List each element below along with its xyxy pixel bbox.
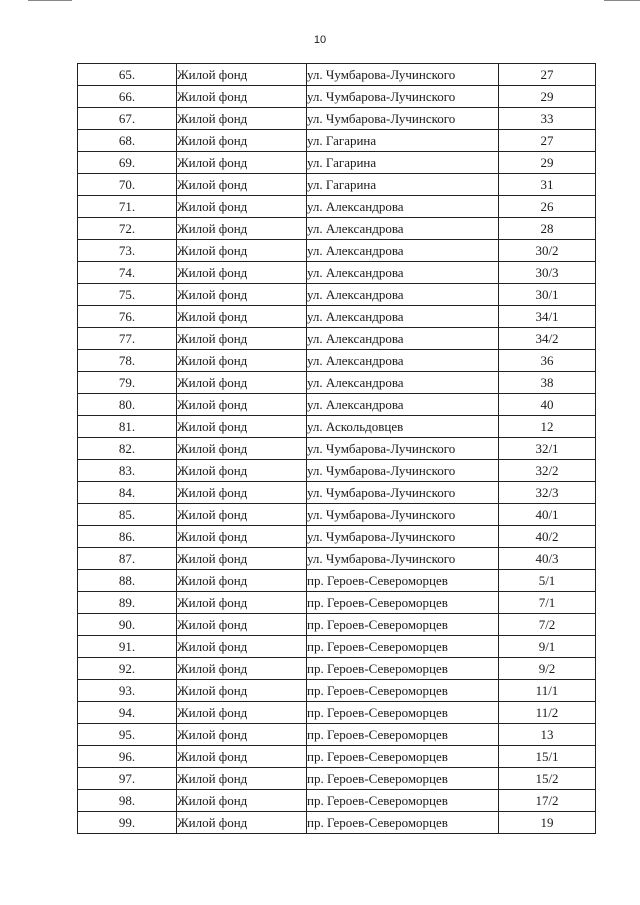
house-number-cell: 7/2: [499, 614, 596, 636]
object-type-cell: Жилой фонд: [177, 328, 307, 350]
row-number-cell: 72.: [78, 218, 177, 240]
street-cell: ул. Чумбарова-Лучинского: [307, 108, 499, 130]
object-type-cell: Жилой фонд: [177, 504, 307, 526]
street-cell: пр. Героев-Североморцев: [307, 658, 499, 680]
house-number-cell: 26: [499, 196, 596, 218]
table-row: [78, 108, 596, 130]
row-number-cell: 97.: [78, 768, 177, 790]
house-number-cell: 27: [499, 64, 596, 86]
row-number-cell: 70.: [78, 174, 177, 196]
table-row: [78, 86, 596, 108]
object-type-cell: Жилой фонд: [177, 768, 307, 790]
object-type-cell: Жилой фонд: [177, 680, 307, 702]
table-row: [78, 328, 596, 350]
object-type-cell: Жилой фонд: [177, 372, 307, 394]
street-cell: пр. Героев-Североморцев: [307, 812, 499, 834]
street-cell: ул. Гагарина: [307, 130, 499, 152]
row-number-cell: 92.: [78, 658, 177, 680]
object-type-cell: Жилой фонд: [177, 812, 307, 834]
street-cell: ул. Чумбарова-Лучинского: [307, 526, 499, 548]
row-number-cell: 98.: [78, 790, 177, 812]
house-number-cell: 15/2: [499, 768, 596, 790]
row-number-cell: 76.: [78, 306, 177, 328]
street-cell: пр. Героев-Североморцев: [307, 702, 499, 724]
street-cell: ул. Аскольдовцев: [307, 416, 499, 438]
table-row: [78, 548, 596, 570]
object-type-cell: Жилой фонд: [177, 394, 307, 416]
row-number-cell: 69.: [78, 152, 177, 174]
object-type-cell: Жилой фонд: [177, 152, 307, 174]
object-type-cell: Жилой фонд: [177, 460, 307, 482]
row-number-cell: 88.: [78, 570, 177, 592]
house-number-cell: 12: [499, 416, 596, 438]
house-number-cell: 38: [499, 372, 596, 394]
house-number-cell: 32/1: [499, 438, 596, 460]
street-cell: пр. Героев-Североморцев: [307, 570, 499, 592]
object-type-cell: Жилой фонд: [177, 174, 307, 196]
street-cell: ул. Александрова: [307, 306, 499, 328]
row-number-cell: 87.: [78, 548, 177, 570]
house-number-cell: 30/1: [499, 284, 596, 306]
object-type-cell: Жилой фонд: [177, 108, 307, 130]
house-number-cell: 30/2: [499, 240, 596, 262]
house-number-cell: 40: [499, 394, 596, 416]
table-row: [78, 218, 596, 240]
object-type-cell: Жилой фонд: [177, 416, 307, 438]
street-cell: ул. Александрова: [307, 284, 499, 306]
table-row: [78, 812, 596, 834]
house-number-cell: 27: [499, 130, 596, 152]
street-cell: ул. Чумбарова-Лучинского: [307, 460, 499, 482]
table-row: [78, 262, 596, 284]
object-type-cell: Жилой фонд: [177, 262, 307, 284]
house-number-cell: 40/2: [499, 526, 596, 548]
street-cell: ул. Гагарина: [307, 174, 499, 196]
row-number-cell: 91.: [78, 636, 177, 658]
street-cell: пр. Героев-Североморцев: [307, 768, 499, 790]
house-number-cell: 7/1: [499, 592, 596, 614]
table-row: [78, 174, 596, 196]
object-type-cell: Жилой фонд: [177, 482, 307, 504]
housing-stock-table: [77, 63, 596, 834]
object-type-cell: Жилой фонд: [177, 658, 307, 680]
row-number-cell: 99.: [78, 812, 177, 834]
row-number-cell: 71.: [78, 196, 177, 218]
object-type-cell: Жилой фонд: [177, 790, 307, 812]
object-type-cell: Жилой фонд: [177, 526, 307, 548]
row-number-cell: 93.: [78, 680, 177, 702]
row-number-cell: 82.: [78, 438, 177, 460]
object-type-cell: Жилой фонд: [177, 306, 307, 328]
table-row: [78, 130, 596, 152]
object-type-cell: Жилой фонд: [177, 614, 307, 636]
street-cell: ул. Александрова: [307, 218, 499, 240]
row-number-cell: 85.: [78, 504, 177, 526]
house-number-cell: 28: [499, 218, 596, 240]
object-type-cell: Жилой фонд: [177, 438, 307, 460]
row-number-cell: 96.: [78, 746, 177, 768]
table-row: [78, 636, 596, 658]
street-cell: ул. Александрова: [307, 240, 499, 262]
house-number-cell: 11/1: [499, 680, 596, 702]
house-number-cell: 15/1: [499, 746, 596, 768]
row-number-cell: 89.: [78, 592, 177, 614]
house-number-cell: 29: [499, 86, 596, 108]
table-row: [78, 724, 596, 746]
street-cell: ул. Чумбарова-Лучинского: [307, 548, 499, 570]
top-left-rule: [28, 0, 72, 1]
table-row: [78, 658, 596, 680]
row-number-cell: 81.: [78, 416, 177, 438]
street-cell: ул. Чумбарова-Лучинского: [307, 504, 499, 526]
table-row: [78, 350, 596, 372]
object-type-cell: Жилой фонд: [177, 636, 307, 658]
object-type-cell: Жилой фонд: [177, 702, 307, 724]
table-row: [78, 394, 596, 416]
row-number-cell: 95.: [78, 724, 177, 746]
object-type-cell: Жилой фонд: [177, 64, 307, 86]
house-number-cell: 36: [499, 350, 596, 372]
house-number-cell: 17/2: [499, 790, 596, 812]
row-number-cell: 75.: [78, 284, 177, 306]
table-row: [78, 152, 596, 174]
house-number-cell: 31: [499, 174, 596, 196]
table-row: [78, 592, 596, 614]
table-row: [78, 570, 596, 592]
house-number-cell: 40/3: [499, 548, 596, 570]
house-number-cell: 9/2: [499, 658, 596, 680]
object-type-cell: Жилой фонд: [177, 724, 307, 746]
object-type-cell: Жилой фонд: [177, 284, 307, 306]
street-cell: ул. Чумбарова-Лучинского: [307, 438, 499, 460]
table-row: [78, 416, 596, 438]
row-number-cell: 86.: [78, 526, 177, 548]
street-cell: пр. Героев-Североморцев: [307, 592, 499, 614]
table-row: [78, 768, 596, 790]
table-row: [78, 372, 596, 394]
table-row: [78, 526, 596, 548]
table-row: [78, 306, 596, 328]
street-cell: ул. Гагарина: [307, 152, 499, 174]
row-number-cell: 65.: [78, 64, 177, 86]
table-row: [78, 460, 596, 482]
top-right-rule: [604, 0, 640, 1]
row-number-cell: 78.: [78, 350, 177, 372]
object-type-cell: Жилой фонд: [177, 218, 307, 240]
house-number-cell: 40/1: [499, 504, 596, 526]
street-cell: пр. Героев-Североморцев: [307, 724, 499, 746]
table-row: [78, 680, 596, 702]
house-number-cell: 30/3: [499, 262, 596, 284]
table-row: [78, 196, 596, 218]
object-type-cell: Жилой фонд: [177, 350, 307, 372]
table-row: [78, 614, 596, 636]
table-body: [78, 64, 596, 834]
row-number-cell: 67.: [78, 108, 177, 130]
row-number-cell: 77.: [78, 328, 177, 350]
house-number-cell: 13: [499, 724, 596, 746]
house-number-cell: 33: [499, 108, 596, 130]
row-number-cell: 84.: [78, 482, 177, 504]
house-number-cell: 11/2: [499, 702, 596, 724]
house-number-cell: 34/1: [499, 306, 596, 328]
object-type-cell: Жилой фонд: [177, 746, 307, 768]
table-row: [78, 64, 596, 86]
object-type-cell: Жилой фонд: [177, 548, 307, 570]
street-cell: ул. Александрова: [307, 372, 499, 394]
object-type-cell: Жилой фонд: [177, 130, 307, 152]
table-row: [78, 482, 596, 504]
street-cell: ул. Александрова: [307, 262, 499, 284]
row-number-cell: 94.: [78, 702, 177, 724]
row-number-cell: 74.: [78, 262, 177, 284]
table-row: [78, 240, 596, 262]
street-cell: ул. Александрова: [307, 394, 499, 416]
page-number: 10: [313, 34, 327, 46]
street-cell: пр. Героев-Североморцев: [307, 680, 499, 702]
street-cell: пр. Героев-Североморцев: [307, 790, 499, 812]
row-number-cell: 73.: [78, 240, 177, 262]
object-type-cell: Жилой фонд: [177, 240, 307, 262]
table-row: [78, 790, 596, 812]
street-cell: ул. Александрова: [307, 350, 499, 372]
street-cell: ул. Чумбарова-Лучинского: [307, 64, 499, 86]
object-type-cell: Жилой фонд: [177, 86, 307, 108]
table-row: [78, 438, 596, 460]
object-type-cell: Жилой фонд: [177, 570, 307, 592]
object-type-cell: Жилой фонд: [177, 196, 307, 218]
house-number-cell: 19: [499, 812, 596, 834]
house-number-cell: 34/2: [499, 328, 596, 350]
row-number-cell: 68.: [78, 130, 177, 152]
house-number-cell: 29: [499, 152, 596, 174]
street-cell: ул. Чумбарова-Лучинского: [307, 482, 499, 504]
house-number-cell: 32/3: [499, 482, 596, 504]
street-cell: пр. Героев-Североморцев: [307, 746, 499, 768]
street-cell: пр. Героев-Североморцев: [307, 614, 499, 636]
street-cell: ул. Александрова: [307, 196, 499, 218]
object-type-cell: Жилой фонд: [177, 592, 307, 614]
table-row: [78, 504, 596, 526]
house-number-cell: 32/2: [499, 460, 596, 482]
table-row: [78, 284, 596, 306]
street-cell: пр. Героев-Североморцев: [307, 636, 499, 658]
table-row: [78, 702, 596, 724]
street-cell: ул. Чумбарова-Лучинского: [307, 86, 499, 108]
table-row: [78, 746, 596, 768]
row-number-cell: 66.: [78, 86, 177, 108]
row-number-cell: 90.: [78, 614, 177, 636]
house-number-cell: 5/1: [499, 570, 596, 592]
row-number-cell: 83.: [78, 460, 177, 482]
row-number-cell: 79.: [78, 372, 177, 394]
street-cell: ул. Александрова: [307, 328, 499, 350]
house-number-cell: 9/1: [499, 636, 596, 658]
row-number-cell: 80.: [78, 394, 177, 416]
